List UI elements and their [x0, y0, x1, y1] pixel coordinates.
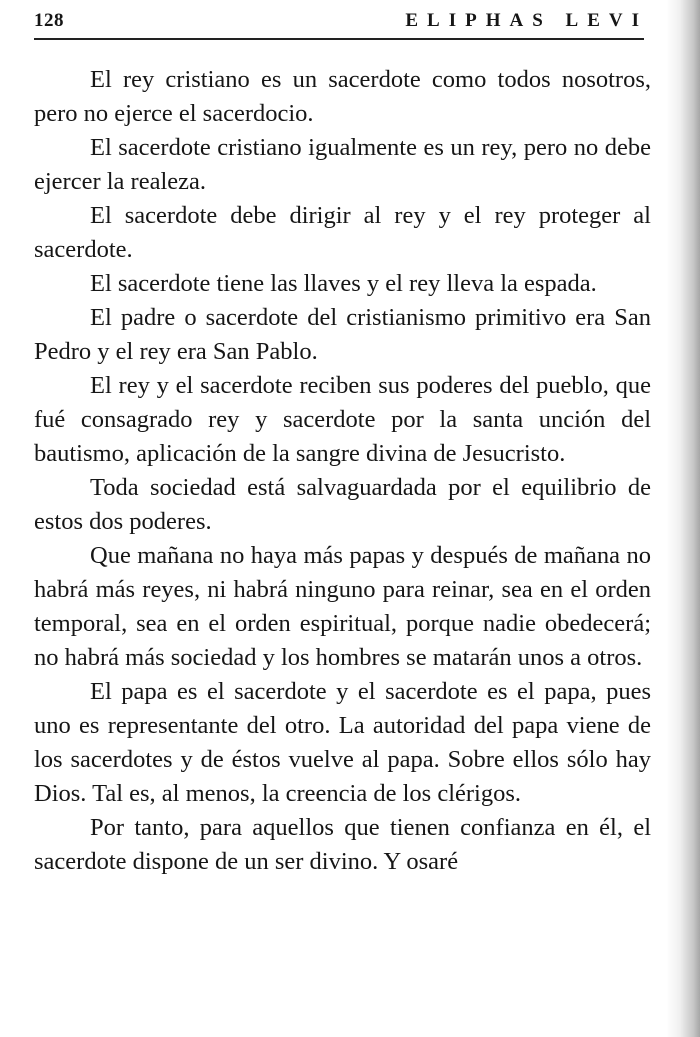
- page-number: 128: [34, 10, 64, 31]
- paragraph: El sacerdote debe dirigir al rey y el rey proteger al sacerdote.: [34, 202, 651, 263]
- paragraph: El sacerdote cristiano igualmente es un rey, pero no debe ejercer la realeza.: [34, 134, 651, 195]
- paragraph: El sacerdote tiene las llaves y el rey lleva la espada.: [90, 270, 597, 297]
- running-head: ELIPHAS LEVI: [405, 10, 648, 31]
- paragraph: El rey cristiano es un sacerdote como todos nosotros, pero no ejerce el sacerdocio.: [34, 66, 651, 127]
- paragraph: Que mañana no haya más papas y después de mañana no habrá más reyes, ni habrá ninguno para reinar, sea en el orden temporal, sea en el orden espiritual, porque nadie obedecerá; no habrá más sociedad y los hombres se matarán unos a otros.: [34, 542, 651, 671]
- paragraph: El rey y el sacerdote reciben sus poderes del pueblo, que fué consagrado rey y sacerdote por la santa unción del bautismo, aplicación de la sangre divina de Jesucristo.: [34, 372, 651, 467]
- page-edge-shadow: [666, 0, 700, 1037]
- body-text: [34, 63, 651, 879]
- header-rule: [34, 38, 644, 40]
- paragraph: Por tanto, para aquellos que tienen confianza en él, el sacerdote dispone de un ser divino. Y osaré: [34, 814, 651, 875]
- page-header: [34, 10, 648, 36]
- paragraph: El papa es el sacerdote y el sacerdote es el papa, pues uno es representante del otro. La autoridad del papa viene de los sacerdotes y de éstos vuelve al papa. Sobre ellos sólo hay Dios. Tal es, al menos, la creencia de los clérigos.: [34, 678, 651, 807]
- paragraph: El padre o sacerdote del cristianismo primitivo era San Pedro y el rey era San Pablo.: [34, 304, 651, 365]
- paragraph: Toda sociedad está salvaguardada por el equilibrio de estos dos poderes.: [34, 474, 651, 535]
